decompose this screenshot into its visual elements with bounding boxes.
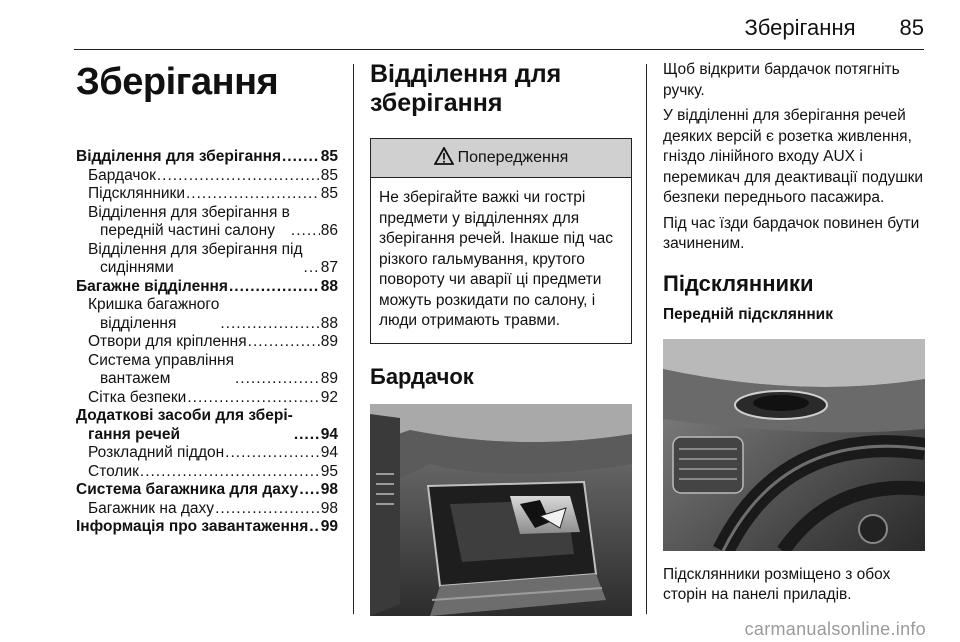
toc-entry-text: Система багажника для даху: [76, 481, 299, 498]
warning-triangle-icon: [434, 147, 454, 170]
warning-box: [370, 138, 632, 344]
toc-page-number: 99: [320, 518, 338, 535]
toc-entry-text: Розкладний піддон: [88, 444, 225, 461]
toc-leader-dots: [186, 185, 320, 204]
section-title: [370, 60, 632, 118]
toc-entry: [76, 500, 338, 519]
glovebox-heading: Бардачок: [370, 363, 474, 389]
toc-leader-dots: [229, 278, 320, 297]
toc-leader-dots: [187, 389, 319, 408]
toc-entry-text: Багажне відділення: [76, 277, 228, 295]
front-cupholder-subheading: Передній підсклянник: [663, 305, 833, 323]
toc-page-number: 88: [320, 314, 338, 332]
toc-entry-text: Бардачок: [88, 166, 156, 184]
toc-leader-dots: [157, 167, 320, 186]
toc-entry: [76, 204, 338, 241]
toc-entry-text: Сітка безпеки: [88, 388, 187, 406]
toc-page-number: 89: [320, 333, 338, 350]
toc-entry-text: Отвори для кріплення: [88, 333, 247, 350]
cupholders-heading: Підсклянники: [663, 270, 814, 296]
header-divider: [74, 49, 924, 50]
toc-leader-dots: [282, 148, 320, 167]
glovebox-cupholder-column: [663, 60, 925, 611]
toc-entry: [76, 407, 338, 444]
toc-leader-dots: [299, 481, 319, 500]
toc-entry-text-line: відділення: [100, 314, 177, 332]
column-divider-1: [353, 64, 354, 614]
toc-leader-dots: [225, 444, 320, 463]
toc-entry-text-line: Відділення для зберігання в: [88, 203, 290, 221]
toc-entry-text: Багажник на даху: [88, 499, 215, 517]
toc-entry-text-line: вантажем: [100, 370, 171, 387]
section-title-line-2: зберігання: [370, 89, 503, 117]
toc-page-number: 85: [320, 185, 338, 202]
watermark: carmanualsonline.info: [744, 619, 926, 639]
glovebox-paragraph-1: Щоб відкрити бардачок потягніть ручку.: [663, 61, 900, 99]
toc-entry: [76, 333, 338, 352]
toc-entry-text-line: Система управління: [88, 351, 234, 369]
toc-page-number: 85: [320, 148, 338, 165]
toc-page-number: 95: [320, 462, 338, 480]
toc-entry-text-line: сидіннями: [100, 259, 174, 276]
toc-entry: [76, 481, 338, 500]
cupholder-illustration: [663, 339, 925, 551]
toc-entry-text: Інформація про завантаження: [76, 518, 309, 535]
toc-column: [76, 60, 338, 537]
toc-entry-text-line: гання речей: [88, 425, 181, 443]
toc-entry-text-line: Відділення для зберігання під: [88, 240, 303, 258]
toc-entry: [76, 463, 338, 482]
toc-entry-text: [88, 296, 219, 333]
glovebox-paragraph-3: Під час їзди бардачок повинен бути зачиненим.: [663, 214, 920, 252]
glovebox-illustration: [370, 404, 632, 616]
toc-page-number: 89: [320, 370, 338, 387]
toc-entry-text: [88, 352, 234, 389]
toc-leader-dots: [309, 518, 320, 537]
toc-entry-text: Столик: [88, 462, 139, 480]
toc-leader-dots: [140, 463, 320, 482]
toc-leader-dots: [235, 370, 320, 389]
toc-page-number: 86: [320, 222, 338, 239]
toc-page-number: 87: [320, 259, 338, 276]
toc-leader-dots: [220, 315, 319, 334]
toc-leader-dots: [248, 333, 320, 352]
toc-leader-dots: [291, 222, 320, 241]
toc-entry-text: [88, 241, 303, 278]
toc-entry-text: [76, 407, 293, 444]
toc-entry: [76, 518, 338, 537]
toc-page-number: 98: [320, 499, 338, 517]
toc-entry: [76, 389, 338, 408]
toc-page-number: 85: [320, 166, 338, 184]
running-head: [745, 8, 924, 48]
toc-entry: [76, 444, 338, 463]
toc-entry-text: Підсклянники: [88, 185, 185, 202]
toc-entry: [76, 352, 338, 389]
warning-title: Попередження: [457, 149, 569, 166]
toc-entry: [76, 241, 338, 278]
chapter-title: Зберігання: [76, 61, 279, 103]
warning-header: [371, 139, 631, 178]
toc-entry-text-line: передній частині салону: [100, 222, 275, 239]
toc-page-number: 88: [320, 277, 338, 295]
warning-text: Не зберігайте важкі чи гострі предмети у відділеннях для зберігання речей. Інакше під час різкого гальмування, крутого повороту чи аварії ці предмети можуть розкидати по салону, і люди отримають травми.: [379, 189, 614, 329]
toc-entry: [76, 167, 338, 186]
section-title-line-1: Відділення для: [370, 60, 562, 88]
toc-page-number: 94: [320, 425, 338, 443]
toc-entry: [76, 148, 338, 167]
toc-page-number: 92: [320, 388, 338, 406]
running-title: Зберігання: [744, 15, 856, 40]
column-divider-2: [646, 64, 647, 614]
table-of-contents: [76, 148, 338, 537]
toc-entry-text: [88, 204, 290, 241]
toc-entry: [76, 278, 338, 297]
toc-page-number: 98: [320, 481, 338, 498]
toc-entry-text: Відділення для зберігання: [76, 148, 281, 165]
cupholder-caption: Підсклянники розміщено з обох сторін на панелі приладів.: [663, 565, 891, 603]
toc-entry-text-line: Додаткові засоби для зберi-: [76, 407, 293, 424]
page-number: 85: [899, 15, 924, 40]
toc-entry: [76, 296, 338, 333]
toc-entry: [76, 185, 338, 204]
toc-leader-dots: [294, 426, 320, 445]
toc-page-number: 94: [320, 444, 338, 461]
toc-leader-dots: [215, 500, 320, 519]
storage-compartments-column: [370, 60, 632, 616]
glovebox-paragraph-2: У відділенні для зберігання речей деяких версій є розетка живлення, гніздо лінійного входу AUX і перемикач для деактивації подушки безпеки переднього пасажира.: [663, 107, 924, 206]
toc-leader-dots: [304, 259, 320, 278]
toc-entry-text-line: Кришка багажного: [88, 296, 220, 313]
